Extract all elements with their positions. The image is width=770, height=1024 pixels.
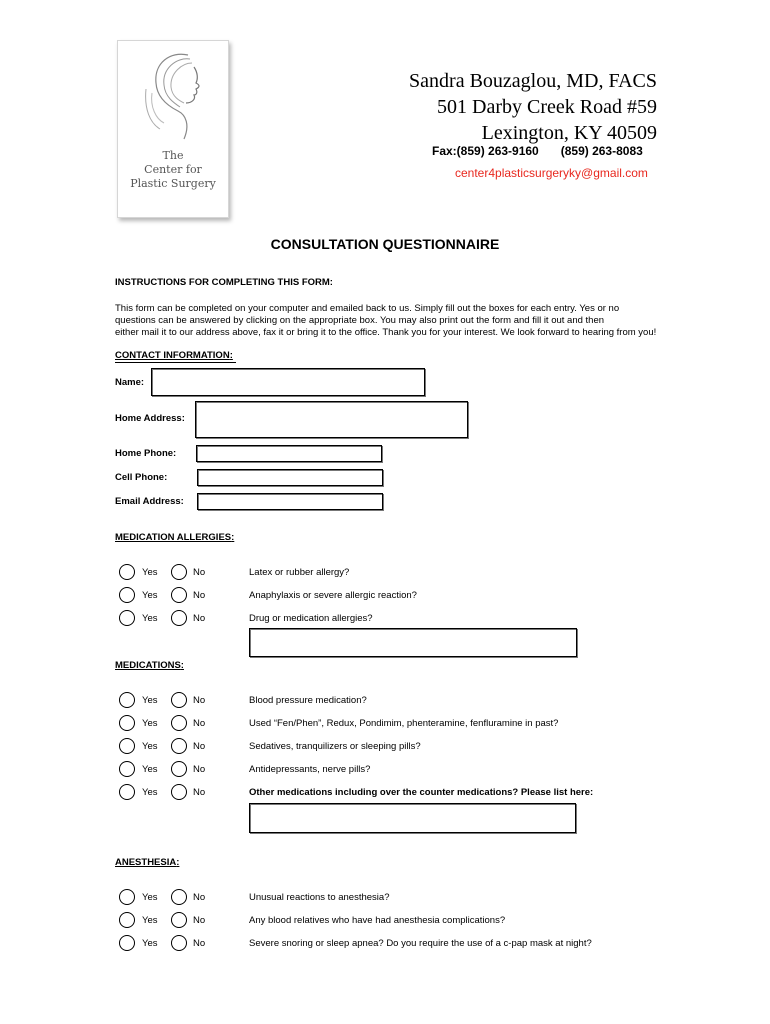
med-antidepressants-yes-radio[interactable] xyxy=(119,761,135,777)
instructions-text xyxy=(115,303,656,339)
yes-label: Yes xyxy=(142,718,158,729)
yes-label: Yes xyxy=(142,892,158,903)
home-address-field[interactable] xyxy=(195,401,468,438)
clinic-email[interactable]: center4plasticsurgeryky@gmail.com xyxy=(455,166,648,180)
doctor-name: Sandra Bouzaglou, MD, FACS xyxy=(409,70,657,92)
logo-line: The xyxy=(162,149,184,162)
anes-reactions-yes-radio[interactable] xyxy=(119,889,135,905)
other-medications-field[interactable] xyxy=(249,803,576,833)
yes-label: Yes xyxy=(142,938,158,949)
contact-numbers xyxy=(432,144,643,158)
no-label: No xyxy=(193,613,206,624)
no-label: No xyxy=(193,938,206,949)
yes-label: Yes xyxy=(142,567,158,578)
yes-label: Yes xyxy=(142,590,158,601)
question-other-medications: Other medications including over the counter medications? Please list here: xyxy=(249,787,594,798)
question-antidepressants: Antidepressants, nerve pills? xyxy=(249,764,371,775)
yes-label: Yes xyxy=(142,695,158,706)
med-bp-no-radio[interactable] xyxy=(171,692,187,708)
instructions-line: questions can be answered by clicking on the appropriate box. You may also print out the form and fill it out and then xyxy=(115,315,605,326)
med-bp-yes-radio[interactable] xyxy=(119,692,135,708)
allergy-anaphylaxis-yes-radio[interactable] xyxy=(119,587,135,603)
instructions-line: This form can be completed on your computer and emailed back to us. Simply fill out the boxes for each entry. Yes or no xyxy=(115,303,620,314)
no-label: No xyxy=(193,718,206,729)
yes-label: Yes xyxy=(142,741,158,752)
question-blood-pressure: Blood pressure medication? xyxy=(249,695,367,706)
med-antidepressants-no-radio[interactable] xyxy=(171,761,187,777)
clinic-logo xyxy=(117,40,229,218)
home-phone-label: Home Phone: xyxy=(115,448,177,459)
med-sedatives-yes-radio[interactable] xyxy=(119,738,135,754)
no-label: No xyxy=(193,764,206,775)
logo-line: Center for xyxy=(144,163,202,176)
question-blood-relatives: Any blood relatives who have had anesthesia complications? xyxy=(249,915,506,926)
contact-heading: CONTACT INFORMATION: xyxy=(115,350,233,361)
phone-number: (859) 263-8083 xyxy=(560,144,643,158)
cell-phone-label: Cell Phone: xyxy=(115,472,168,483)
question-drug-allergies: Drug or medication allergies? xyxy=(249,613,373,624)
yes-label: Yes xyxy=(142,915,158,926)
anes-relatives-no-radio[interactable] xyxy=(171,912,187,928)
yes-label: Yes xyxy=(142,787,158,798)
anes-relatives-yes-radio[interactable] xyxy=(119,912,135,928)
instructions-line: either mail it to our address above, fax it or bring it to the office. Thank you for your interest. We look forward to hearing from you! xyxy=(115,327,657,338)
cell-phone-field[interactable] xyxy=(197,469,383,486)
no-label: No xyxy=(193,892,206,903)
anes-snoring-no-radio[interactable] xyxy=(171,935,187,951)
face-profile-icon xyxy=(140,49,210,149)
anes-reactions-no-radio[interactable] xyxy=(171,889,187,905)
allergy-drug-yes-radio[interactable] xyxy=(119,610,135,626)
yes-label: Yes xyxy=(142,764,158,775)
name-field[interactable] xyxy=(151,368,425,396)
allergy-anaphylaxis-no-radio[interactable] xyxy=(171,587,187,603)
city-address: Lexington, KY 40509 xyxy=(481,122,657,144)
no-label: No xyxy=(193,915,206,926)
fax-number: Fax:(859) 263-9160 xyxy=(432,144,539,158)
instructions-heading: INSTRUCTIONS FOR COMPLETING THIS FORM: xyxy=(115,277,333,288)
med-fenphen-no-radio[interactable] xyxy=(171,715,187,731)
heading-rule xyxy=(115,362,236,363)
name-label: Name: xyxy=(115,377,145,388)
yes-label: Yes xyxy=(142,613,158,624)
allergies-heading: MEDICATION ALLERGIES: xyxy=(115,532,235,543)
no-label: No xyxy=(193,590,206,601)
anesthesia-heading: ANESTHESIA: xyxy=(115,857,180,868)
med-fenphen-yes-radio[interactable] xyxy=(119,715,135,731)
no-label: No xyxy=(193,567,206,578)
no-label: No xyxy=(193,787,206,798)
allergy-latex-no-radio[interactable] xyxy=(171,564,187,580)
drug-allergies-field[interactable] xyxy=(249,628,577,657)
question-anesthesia-reactions: Unusual reactions to anesthesia? xyxy=(249,892,390,903)
no-label: No xyxy=(193,741,206,752)
question-anaphylaxis: Anaphylaxis or severe allergic reaction? xyxy=(249,590,417,601)
email-address-field[interactable] xyxy=(197,493,383,510)
question-latex-allergy: Latex or rubber allergy? xyxy=(249,567,350,578)
allergy-drug-no-radio[interactable] xyxy=(171,610,187,626)
allergy-latex-yes-radio[interactable] xyxy=(119,564,135,580)
home-address-label: Home Address: xyxy=(115,413,185,424)
street-address: 501 Darby Creek Road #59 xyxy=(437,96,657,118)
logo-line: Plastic Surgery xyxy=(130,177,216,190)
med-sedatives-no-radio[interactable] xyxy=(171,738,187,754)
no-label: No xyxy=(193,695,206,706)
email-address-label: Email Address: xyxy=(115,496,184,507)
page-title: CONSULTATION QUESTIONNAIRE xyxy=(270,236,500,252)
medications-heading: MEDICATIONS: xyxy=(115,660,184,671)
home-phone-field[interactable] xyxy=(196,445,382,462)
question-sleep-apnea: Severe snoring or sleep apnea? Do you require the use of a c-pap mask at night? xyxy=(249,938,592,949)
med-other-no-radio[interactable] xyxy=(171,784,187,800)
anes-snoring-yes-radio[interactable] xyxy=(119,935,135,951)
question-fenphen: Used “Fen/Phen”, Redux, Pondimim, phenteramine, fenfluramine in past? xyxy=(249,718,559,729)
med-other-yes-radio[interactable] xyxy=(119,784,135,800)
question-sedatives: Sedatives, tranquilizers or sleeping pills? xyxy=(249,741,421,752)
